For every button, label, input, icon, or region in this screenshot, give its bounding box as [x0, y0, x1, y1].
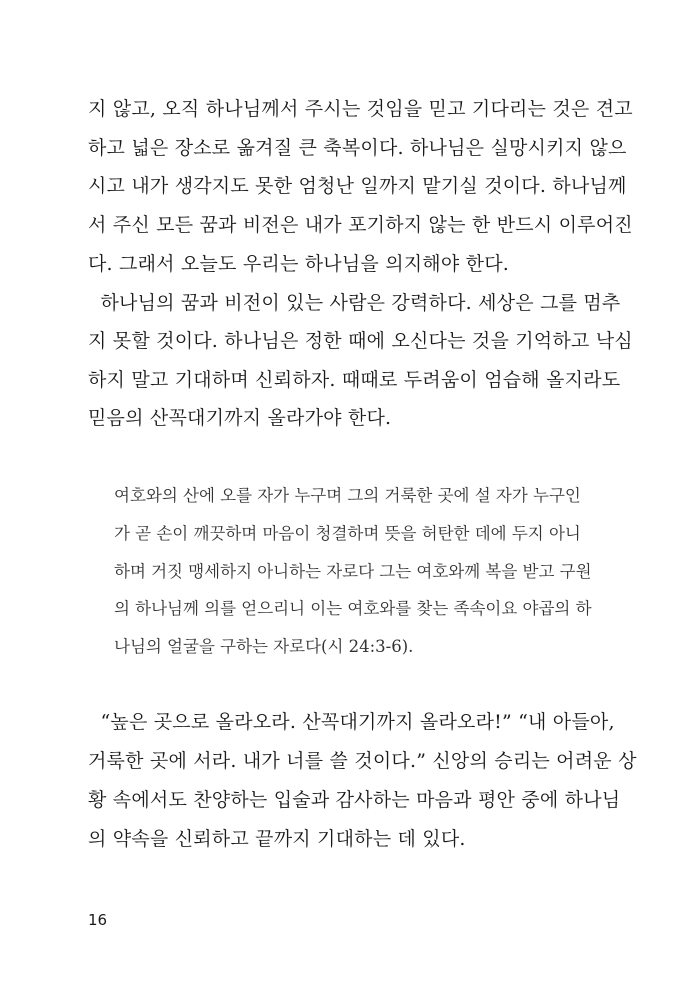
quote-line: 여호와의 산에 오를 자가 누구며 그의 거룩한 곳에 설 자가 누구인: [114, 486, 581, 505]
text-line: 거룩한 곳에 서라. 내가 너를 쓸 것이다.” 신앙의 승리는 어려운 상: [88, 749, 637, 772]
page-number: 16: [88, 911, 108, 929]
text-line: 시고 내가 생각지도 못한 엄청난 일까지 맡기실 것이다. 하나님께: [88, 175, 627, 198]
text-line: 하지 말고 기대하며 신뢰하자. 때때로 두려움이 엄습해 올지라도: [88, 368, 621, 391]
quote-line: 의 하나님께 의를 얻으리니 이는 여호와를 찾는 족속이요 야곱의 하: [114, 599, 592, 619]
text-line: 의 약속을 신뢰하고 끝까지 기대하는 데 있다.: [88, 827, 466, 850]
quote-line: 하며 거짓 맹세하지 아니하는 자로다 그는 여호와께 복을 받고 구원: [114, 561, 592, 581]
paragraph-3: [88, 703, 637, 859]
text-line: 하고 넓은 장소로 옮겨질 큰 축복이다. 하나님은 실망시키지 않으: [88, 136, 627, 159]
paragraph-1: [88, 90, 633, 283]
paragraph-2: [88, 284, 633, 437]
scripture-quote: [114, 477, 592, 666]
text-line: 다. 그래서 오늘도 우리는 하나님을 의지해야 한다.: [88, 252, 509, 275]
text-line: “높은 곳으로 올라오라. 산꼭대기까지 올라오라!” “내 아들아,: [88, 711, 615, 733]
text-line: 서 주신 모든 꿈과 비전은 내가 포기하지 않는 한 반드시 이루어진: [88, 214, 633, 237]
quote-line: 가 곧 손이 깨끗하며 마음이 청결하며 뜻을 허탄한 데에 두지 아니: [114, 523, 581, 543]
text-line: 황 속에서도 찬양하는 입술과 감사하는 마음과 평안 중에 하나님: [88, 788, 621, 811]
text-line: 지 않고, 오직 하나님께서 주시는 것임을 믿고 기다리는 것은 견고: [88, 98, 633, 120]
quote-line: 나님의 얼굴을 구하는 자로다(시 24:3-6).: [114, 637, 414, 657]
text-line: 믿음의 산꼭대기까지 올라가야 한다.: [88, 406, 392, 429]
text-line: 지 못할 것이다. 하나님은 정한 때에 오신다는 것을 기억하고 낙심: [88, 330, 633, 353]
text-line: 하나님의 꿈과 비전이 있는 사람은 강력하다. 세상은 그를 멈추: [88, 292, 621, 314]
